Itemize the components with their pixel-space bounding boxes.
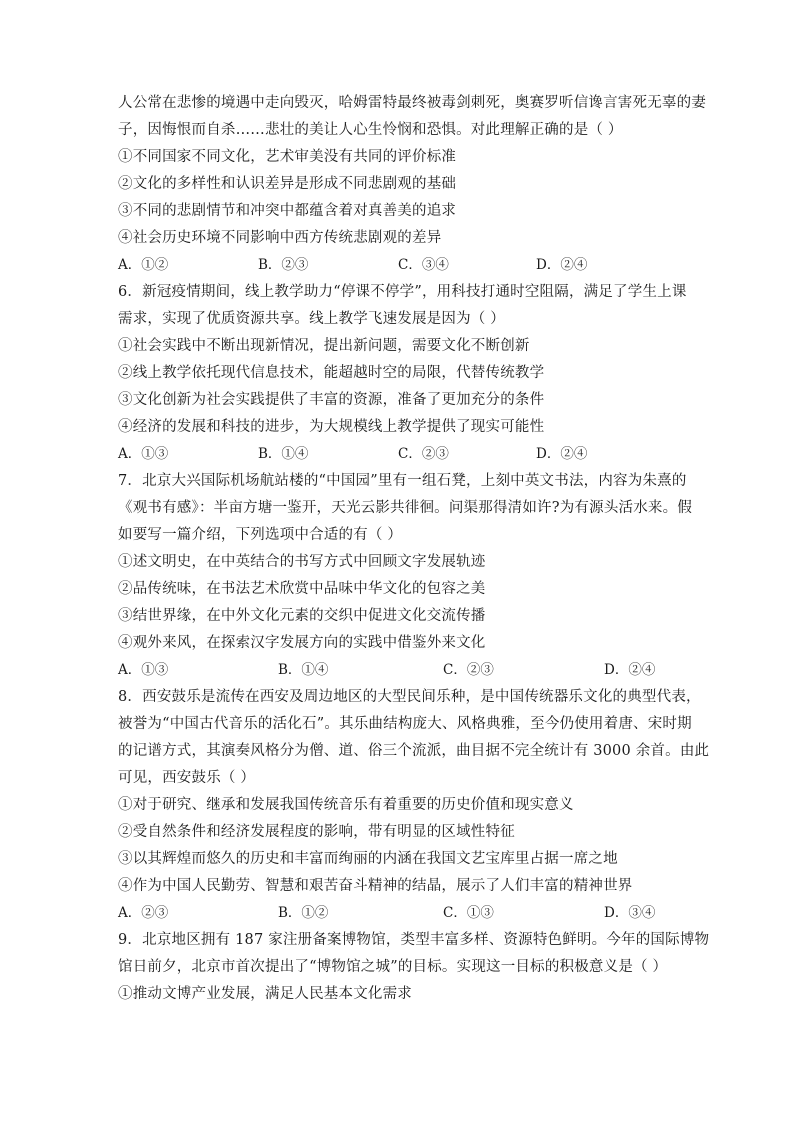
- statement-1: ①社会实践中不断出现新情况，提出新问题，需要文化不断创新: [118, 338, 530, 354]
- statement-1: ①推动文博产业发展，满足人民基本文化需求: [118, 986, 412, 1002]
- statement-2: ②受自然条件和经济发展程度的影响，带有明显的区域性特征: [118, 824, 515, 840]
- option-c: C．②③: [398, 446, 449, 462]
- question-7: [118, 468, 693, 684]
- statement-4: ④社会历史环境不同影响中西方传统悲剧观的差异: [118, 230, 442, 246]
- option-a: A．①③: [118, 446, 169, 462]
- option-c: C．②③: [443, 662, 494, 678]
- option-d: D．②④: [536, 257, 588, 273]
- question-text-line: 馆日前夕，北京市首次提出了“博物馆之城”的目标。实现这一目标的积极意义是（ ）: [118, 959, 668, 975]
- statement-2: ②品传统味，在书法艺术欣赏中品味中华文化的包容之美: [118, 581, 486, 597]
- statement-3: ③结世界缘，在中外文化元素的交织中促进文化交流传播: [118, 608, 486, 624]
- option-b: B．①④: [258, 446, 309, 462]
- question-text-line: 需求，实现了优质资源共享。线上教学飞速发展是因为（ ）: [118, 311, 506, 327]
- option-b: B．①②: [278, 905, 329, 921]
- question-text-line: 9．北京地区拥有 187 家注册备案博物馆，类型丰富多样、资源特色鲜明。今年的国际博物: [118, 932, 710, 948]
- question-text-line: 6．新冠疫情期间，线上教学助力“停课不停学”，用科技打通时空阻隔，满足了学生上课: [118, 284, 687, 300]
- statement-3: ③不同的悲剧情节和冲突中都蕴含着对真善美的追求: [118, 203, 457, 219]
- answer-options: [118, 441, 678, 468]
- option-a: A．①③: [118, 662, 169, 678]
- question-6: [118, 279, 687, 468]
- statement-1: ①不同国家不同文化，艺术审美没有共同的评价标准: [118, 149, 457, 165]
- question-text-line: 被誉为“中国古代音乐的活化石”。其乐曲结构庞大、风格典雅，至今仍使用着唐、宋时期: [118, 716, 692, 732]
- answer-options: [118, 657, 678, 684]
- option-d: D．③④: [604, 905, 656, 921]
- answer-options: [118, 252, 678, 279]
- statement-1: ①对于研究、继承和发展我国传统音乐有着重要的历史价值和现实意义: [118, 797, 574, 813]
- question-8: [118, 684, 710, 927]
- option-a: A．②③: [118, 905, 169, 921]
- question-text-line: 如要写一篇介绍，下列选项中合适的有（ ）: [118, 527, 403, 543]
- question-text-line: 子，因悔恨而自杀……悲壮的美让人心生怜悯和恐惧。对此理解正确的是（ ）: [118, 122, 623, 138]
- statement-2: ②线上教学依托现代信息技术，能超越时空的局限，代替传统教学: [118, 365, 545, 381]
- question-text-line: 《观书有感》：半亩方塘一鉴开，天光云影共徘徊。问渠那得清如许?为有源头活水来。假: [118, 500, 693, 516]
- statement-4: ④作为中国人民勤劳、智慧和艰苦奋斗精神的结晶，展示了人们丰富的精神世界: [118, 878, 633, 894]
- statement-4: ④经济的发展和科技的进步，为大规模线上教学提供了现实可能性: [118, 419, 545, 435]
- exam-page: [118, 90, 710, 1008]
- answer-options: [118, 900, 678, 927]
- option-d: D．②④: [604, 662, 656, 678]
- option-c: C．③④: [398, 257, 449, 273]
- option-b: B．①④: [278, 662, 329, 678]
- option-b: B．②③: [258, 257, 309, 273]
- statement-3: ③以其辉煌而悠久的历史和丰富而绚丽的内涵在我国文艺宝库里占据一席之地: [118, 851, 618, 867]
- option-d: D．②④: [536, 446, 588, 462]
- option-c: C．①③: [443, 905, 494, 921]
- statement-2: ②文化的多样性和认识差异是形成不同悲剧观的基础: [118, 176, 457, 192]
- statement-1: ①述文明史，在中英结合的书写方式中回顾文字发展轨迹: [118, 554, 486, 570]
- question-text-line: 的记谱方式，其演奏风格分为僧、道、俗三个流派，曲目据不完全统计有 3000 余首。由此: [118, 743, 710, 759]
- question-text-line: 人公常在悲惨的境遇中走向毁灭，哈姆雷特最终被毒剑刺死，奥赛罗听信谗言害死无辜的妻: [118, 95, 706, 111]
- statement-4: ④观外来风，在探索汉字发展方向的实践中借鉴外来文化: [118, 635, 486, 651]
- question-text-line: 7．北京大兴国际机场航站楼的“中国园”里有一组石凳，上刻中英文书法，内容为朱熹的: [118, 473, 687, 489]
- question-5: [118, 90, 706, 279]
- question-9: [118, 927, 710, 1008]
- question-text-line: 可见，西安鼓乐（ ）: [118, 770, 256, 786]
- statement-3: ③文化创新为社会实践提供了丰富的资源，准备了更加充分的条件: [118, 392, 545, 408]
- option-a: A．①②: [118, 257, 169, 273]
- question-text-line: 8．西安鼓乐是流传在西安及周边地区的大型民间乐种，是中国传统器乐文化的典型代表，: [118, 689, 701, 705]
